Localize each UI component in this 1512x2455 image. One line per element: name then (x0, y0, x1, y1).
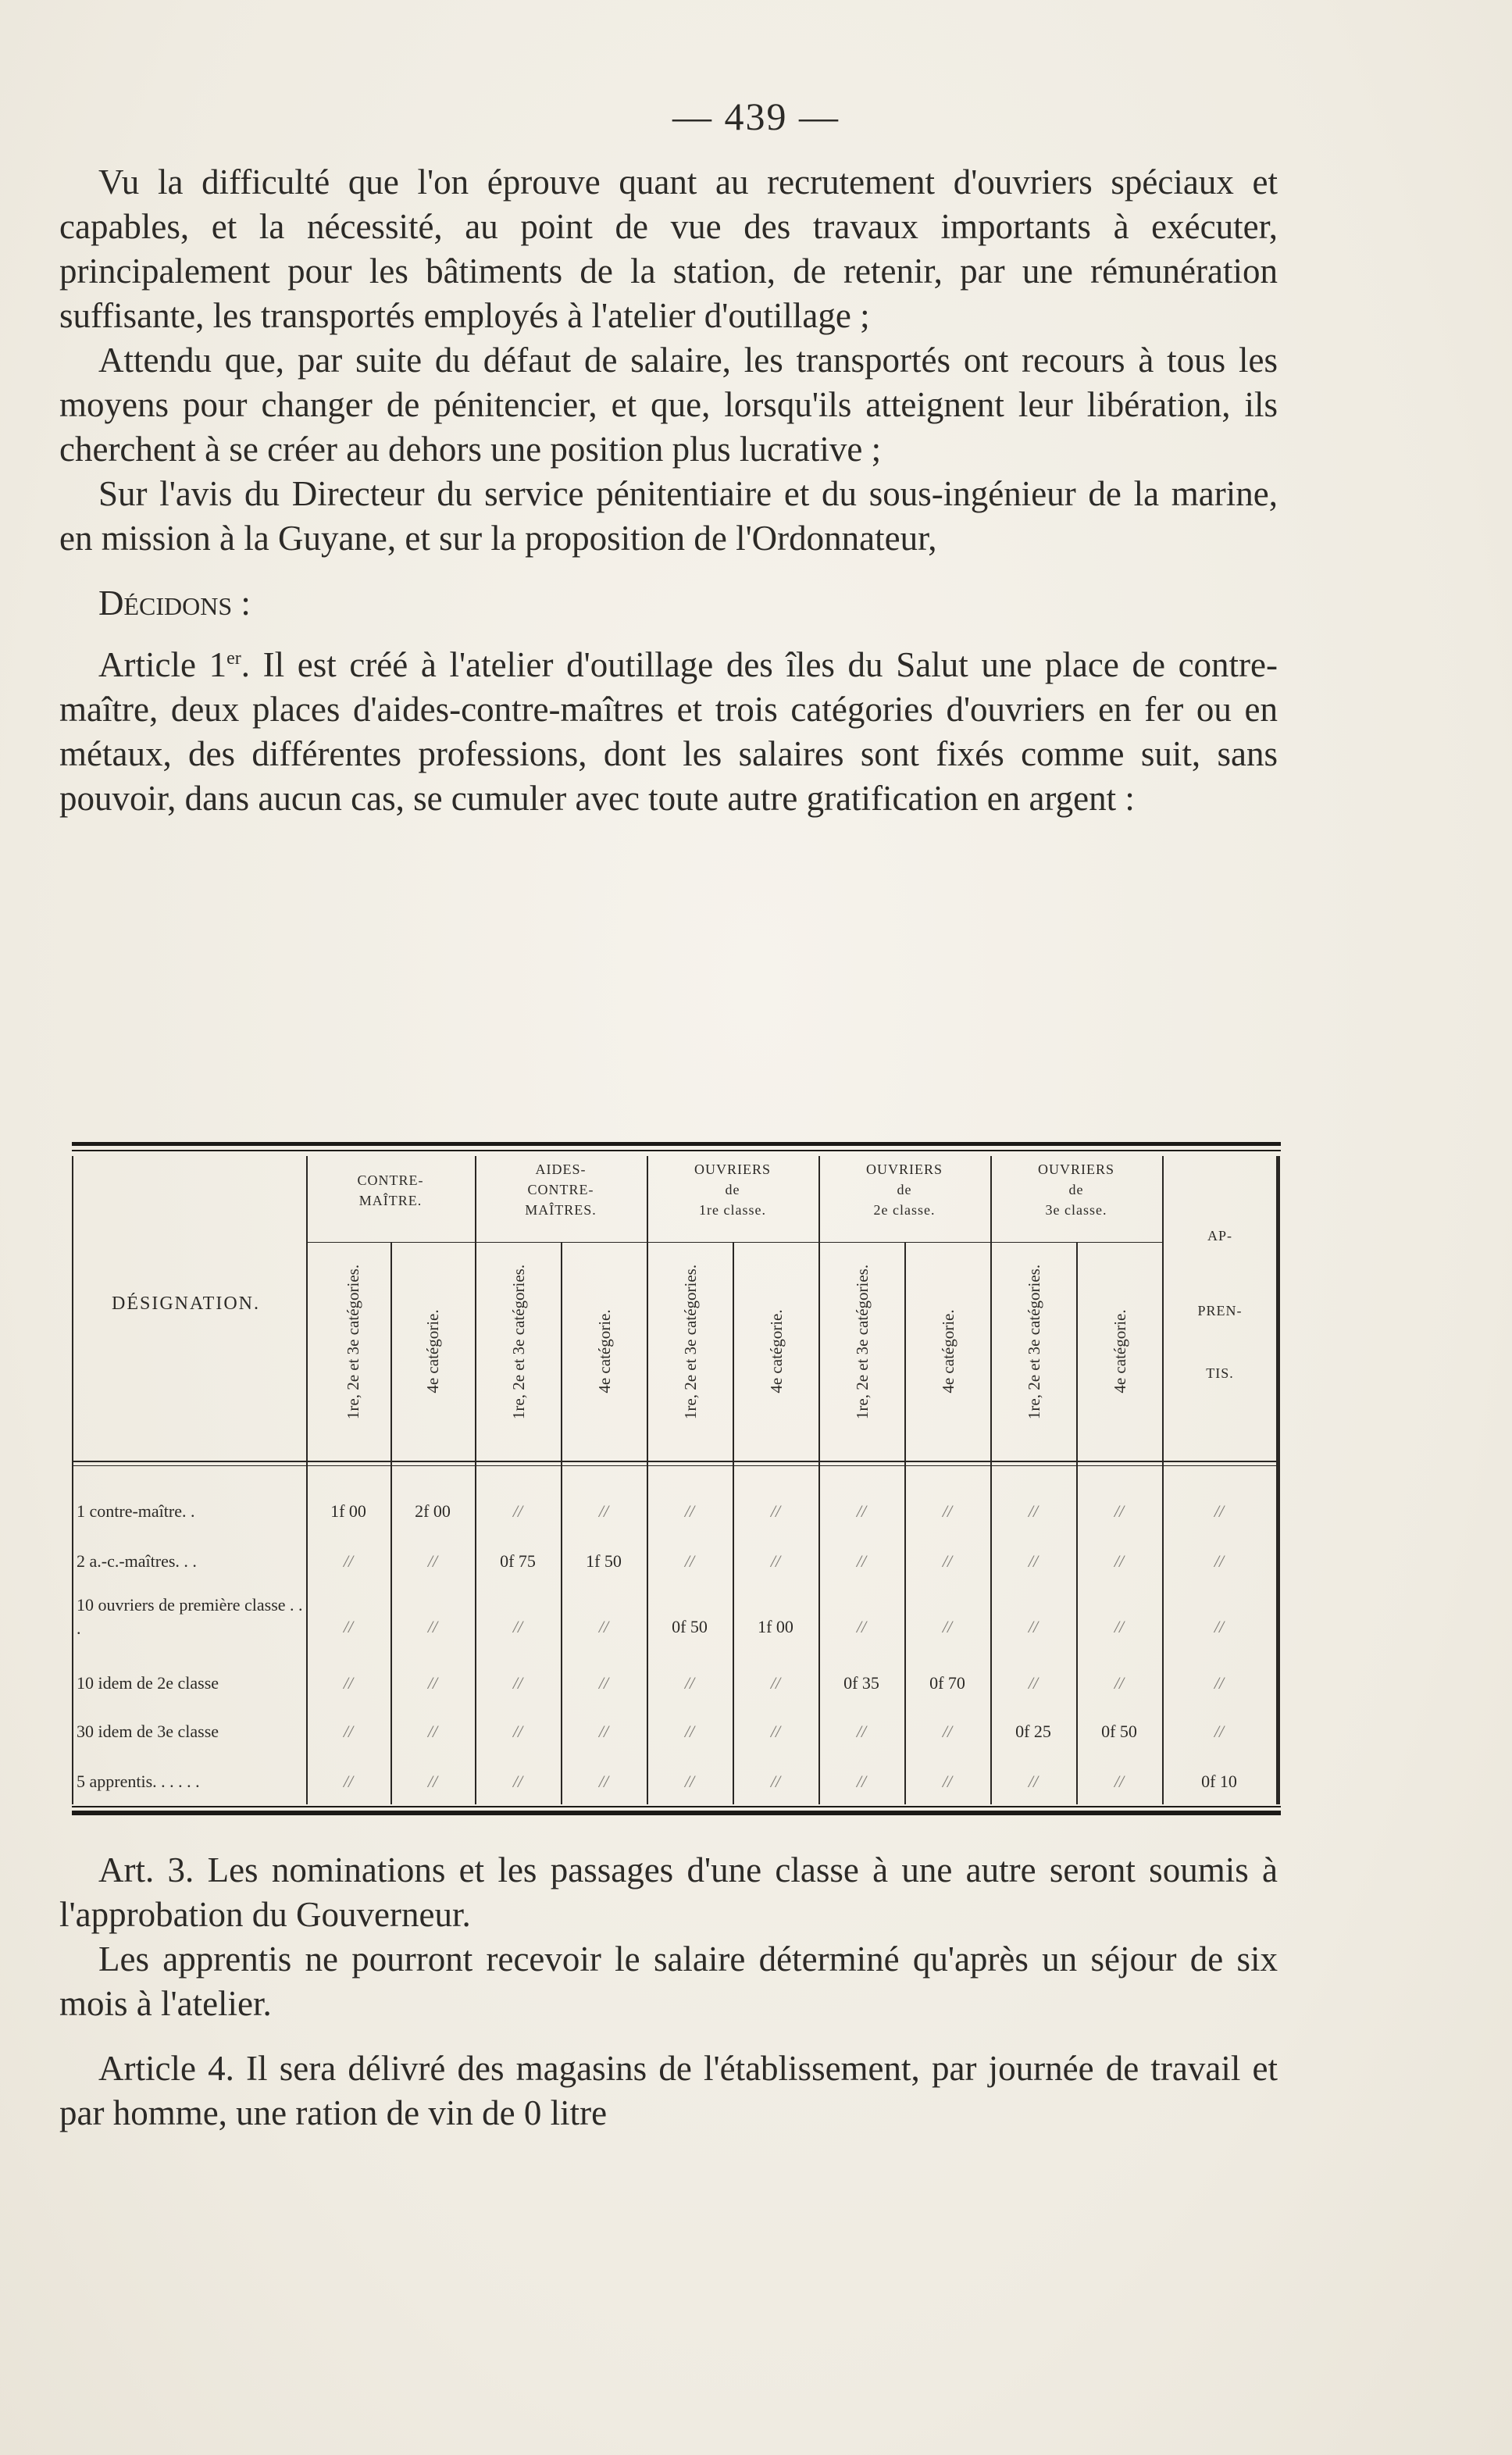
table-cell: // (1214, 1673, 1225, 1693)
table-cell: // (598, 1673, 609, 1693)
apprentis-header-1: AP- (1207, 1228, 1232, 1244)
article-1-text: . Il est créé à l'atelier d'outillage des îles du Salut une place de contre-maître, deux places d'aides-contre-maîtres et trois catégories d'ouvriers en fer ou en métaux, des différentes professions, dont les salaires sont fixés comme suit, sans pouvoir, dans aucun cas, se cumuler avec toute autre gratification en argent : (59, 645, 1278, 818)
table-cell: 0f 70 (929, 1673, 965, 1693)
table-cell: // (856, 1551, 867, 1571)
row-label: 30 idem de 3e classe (77, 1722, 219, 1741)
table-cell: 0f 25 (1015, 1722, 1051, 1741)
table-cell: // (427, 1617, 438, 1636)
table-cell: // (1214, 1617, 1225, 1636)
group-header-ouvriers-1re: OUVRIERS de 1re classe. (694, 1161, 771, 1218)
table-cell: // (1214, 1551, 1225, 1571)
table-cell: // (343, 1772, 354, 1791)
article-4: Article 4. Il sera délivré des magasins de l'établissement, par journée de travail et par homme, une ration de vin de 0 litre (59, 2049, 1278, 2132)
table-cell: 1f 50 (586, 1551, 622, 1571)
table-cell: // (598, 1617, 609, 1636)
table-cell: // (1114, 1501, 1125, 1521)
table-cell: // (1028, 1673, 1039, 1693)
table-bottom-rule-thin (72, 1806, 1281, 1807)
col-divider (818, 1156, 820, 1804)
paragraph-vu: Vu la difficulté que l'on éprouve quant au recrutement d'ouvriers spéciaux et capables, et la nécessité, au point de vue des travaux importants à exécuter, principalement pour les bâtiments de la station, de retenir, par une rémunération suffisante, les transportés employés à l'atelier d'outillage ; (59, 162, 1278, 335)
table-cell: // (942, 1551, 953, 1571)
salary-table (72, 1142, 1281, 1818)
post-table-text (59, 1848, 1278, 2136)
table-cell: // (770, 1772, 781, 1791)
col-divider (647, 1156, 648, 1804)
paragraph-sur-avis: Sur l'avis du Directeur du service pénitentiaire et du sous-ingénieur de la marine, en mission à la Guyane, et sur la proposition de l'Ordonnateur, (59, 474, 1278, 558)
apprentis-header-2: PREN- (1197, 1303, 1243, 1318)
table-cell: // (1028, 1501, 1039, 1521)
table-cell: // (942, 1617, 953, 1636)
subheader-cat-4: 4e catégorie. (767, 1309, 786, 1393)
table-cell: // (942, 1501, 953, 1521)
table-cell: // (770, 1673, 781, 1693)
decidons-heading: Décidons : (98, 583, 251, 623)
table-cell: 0f 75 (500, 1551, 536, 1571)
subheader-cat-123: 1re, 2e et 3e catégories. (1025, 1264, 1043, 1420)
table-cell: // (1028, 1772, 1039, 1791)
table-cell: // (1114, 1772, 1125, 1791)
table-cell: // (427, 1673, 438, 1693)
subheader-cat-4: 4e catégorie. (423, 1309, 442, 1393)
subheader-cat-4: 4e catégorie. (1111, 1309, 1129, 1393)
table-cell: // (512, 1501, 523, 1521)
table-cell: // (343, 1673, 354, 1693)
header-bottom-rule-thin (72, 1465, 1279, 1466)
table-cell: // (512, 1772, 523, 1791)
subheader-cat-4: 4e catégorie. (939, 1309, 957, 1393)
row-label: 2 a.-c.-maîtres. . . (77, 1551, 197, 1571)
table-cell: // (598, 1501, 609, 1521)
subheader-cat-123: 1re, 2e et 3e catégories. (853, 1264, 872, 1420)
group-header-ouvriers-2e: OUVRIERS de 2e classe. (865, 1161, 943, 1218)
paragraph-attendu: Attendu que, par suite du défaut de salaire, les transportés ont recours à tous les moyens pour changer de pénitencier, et que, lorsqu'ils atteignent leur libération, ils cherchent à se créer au dehors une position plus lucrative ; (59, 341, 1278, 469)
table-cell: // (684, 1501, 695, 1521)
group-header-aides-contre-maitres: AIDES- CONTRE- MAÎTRES. (525, 1161, 597, 1218)
table-cell: // (598, 1772, 609, 1791)
table-cell: // (684, 1551, 695, 1571)
table-body (72, 1156, 1281, 1804)
table-cell: // (343, 1551, 354, 1571)
table-cell: 0f 10 (1201, 1772, 1237, 1791)
table-cell: 0f 35 (843, 1673, 879, 1693)
table-cell: // (942, 1722, 953, 1741)
col-divider (990, 1156, 992, 1804)
table-cell: // (1114, 1673, 1125, 1693)
col-divider (1162, 1156, 1164, 1804)
table-cell: // (1114, 1551, 1125, 1571)
table-cell: // (684, 1673, 695, 1693)
row-label: 10 idem de 2e classe (77, 1673, 219, 1693)
table-cell: // (856, 1772, 867, 1791)
subheader-cat-4: 4e catégorie. (595, 1309, 614, 1393)
table-cell: // (856, 1501, 867, 1521)
table-cell: // (512, 1617, 523, 1636)
row-label: 1 contre-maître. . (77, 1501, 195, 1521)
table-cell: // (512, 1722, 523, 1741)
table-top-rule (72, 1142, 1281, 1146)
table-cell: // (1114, 1617, 1125, 1636)
table-cell: 1f 00 (758, 1617, 793, 1636)
table-cell: // (427, 1772, 438, 1791)
col-divider (475, 1156, 476, 1804)
table-cell: // (343, 1722, 354, 1741)
col-divider (306, 1156, 308, 1804)
table-cell: // (512, 1673, 523, 1693)
paragraph-apprentis: Les apprentis ne pourront recevoir le salaire déterminé qu'après un séjour de six mois à l'atelier. (59, 1939, 1278, 2023)
apprentis-header-3: TIS. (1206, 1365, 1234, 1381)
group-header-contre-maitre: CONTRE- MAÎTRE. (357, 1172, 424, 1208)
table-cell: // (770, 1551, 781, 1571)
table-cell: // (427, 1551, 438, 1571)
page-number: — 439 — (672, 95, 840, 138)
article-1 (59, 643, 1278, 821)
table-cell: // (1028, 1551, 1039, 1571)
table-bottom-rule (72, 1811, 1281, 1815)
article-3: Art. 3. Les nominations et les passages d'une classe à une autre seront soumis à l'approbation du Gouverneur. (59, 1850, 1278, 1934)
table-cell: 0f 50 (1101, 1722, 1137, 1741)
table-cell: // (684, 1772, 695, 1791)
table-cell: // (343, 1617, 354, 1636)
row-label: 10 ouvriers de première classe . . . (77, 1595, 303, 1638)
table-cell: // (1028, 1617, 1039, 1636)
table-cell: 0f 50 (672, 1617, 708, 1636)
preamble (59, 160, 1278, 821)
table-cell: // (770, 1501, 781, 1521)
subheader-cat-123: 1re, 2e et 3e catégories. (344, 1264, 362, 1420)
table-border-right (1276, 1156, 1280, 1804)
table-cell: // (856, 1722, 867, 1741)
article-1-sup: er (226, 648, 241, 669)
row-label: 5 apprentis. . . . . . (77, 1772, 200, 1791)
header-bottom-rule (72, 1461, 1279, 1462)
article-1-prefix: Article 1 (98, 645, 227, 684)
table-cell: 1f 00 (330, 1501, 366, 1521)
table-cell: // (942, 1772, 953, 1791)
table-cell: // (770, 1722, 781, 1741)
table-cell: // (598, 1722, 609, 1741)
table-cell: // (684, 1722, 695, 1741)
designation-header: DÉSIGNATION. (112, 1294, 260, 1314)
table-cell: // (1214, 1722, 1225, 1741)
table-cell: // (1214, 1501, 1225, 1521)
table-cell: 2f 00 (415, 1501, 451, 1521)
table-top-rule-thin (72, 1150, 1281, 1151)
table-border-left (72, 1156, 73, 1804)
table-cell: // (856, 1617, 867, 1636)
subheader-cat-123: 1re, 2e et 3e catégories. (509, 1264, 528, 1420)
group-header-ouvriers-3e: OUVRIERS de 3e classe. (1037, 1161, 1114, 1218)
subheader-cat-123: 1re, 2e et 3e catégories. (681, 1264, 700, 1420)
table-cell: // (427, 1722, 438, 1741)
